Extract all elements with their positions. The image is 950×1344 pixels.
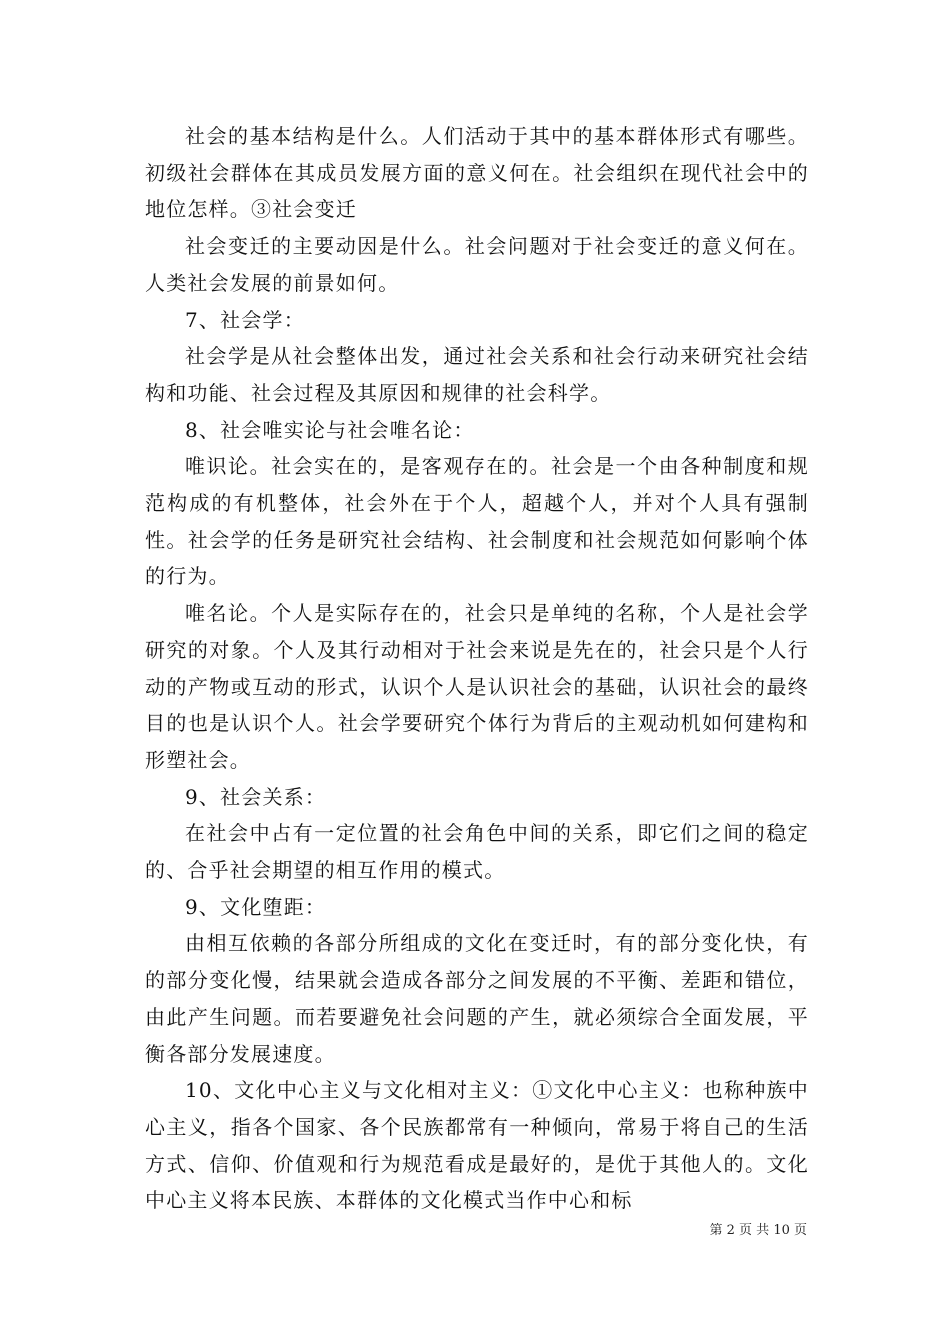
- paragraph-nominalism: 唯名论。个人是实际存在的，社会只是单纯的名称，个人是社会学研究的对象。个人及其行动相对于社会来说是先在的，社会只是个人行动的产物或互动的形式，认识个人是认识社会的基础，认识社会的最终目的也是认识个人。社会学要研究个体行为背后的主观动机如何建构和形塑社会。: [145, 601, 809, 772]
- paragraph-sociology-definition: 社会学是从社会整体出发，通过社会关系和社会行动来研究社会结构和功能、社会过程及其原因和规律的社会科学。: [145, 344, 809, 405]
- heading-social-relations: 9、社会关系：: [185, 784, 327, 809]
- heading-cultural-lag: 9、文化堕距：: [185, 894, 327, 919]
- paragraph-cultural-lag: 由相互依赖的各部分所组成的文化在变迁时，有的部分变化快，有的部分变化慢，结果就会造成各部分之间发展的不平衡、差距和错位，由此产生问题。而若要避免社会问题的产生，就必须综合全面发展，平衡各部分发展速度。: [145, 931, 809, 1066]
- page-number-footer: 第 2 页 共 10 页: [709, 1223, 807, 1238]
- paragraph-social-change: 社会变迁的主要动因是什么。社会问题对于社会变迁的意义何在。人类社会发展的前景如何。: [145, 234, 809, 295]
- heading-sociology: 7、社会学：: [185, 307, 305, 332]
- heading-realism-nominalism: 8、社会唯实论与社会唯名论：: [185, 417, 475, 442]
- paragraph-social-structure: 社会的基本结构是什么。人们活动于其中的基本群体形式有哪些。初级社会群体在其成员发展方面的意义何在。社会组织在现代社会中的地位怎样。③社会变迁: [145, 124, 809, 222]
- document-body: [145, 118, 809, 1219]
- paragraph-realism: 唯识论。社会实在的，是客观存在的。社会是一个由各种制度和规范构成的有机整体，社会外在于个人，超越个人，并对个人具有强制性。社会学的任务是研究社会结构、社会制度和社会规范如何影响个体的行为。: [145, 454, 809, 589]
- paragraph-ethnocentrism: 10、文化中心主义与文化相对主义：①文化中心主义：也称种族中心主义，指各个国家、各个民族都常有一种倾向，常易于将自己的生活方式、信仰、价值观和行为规范看成是最好的，是优于其他人的。文化中心主义将本民族、本群体的文化模式当作中心和标: [145, 1078, 809, 1213]
- paragraph-social-relations: 在社会中占有一定位置的社会角色中间的关系，即它们之间的稳定的、合乎社会期望的相互作用的模式。: [145, 821, 809, 883]
